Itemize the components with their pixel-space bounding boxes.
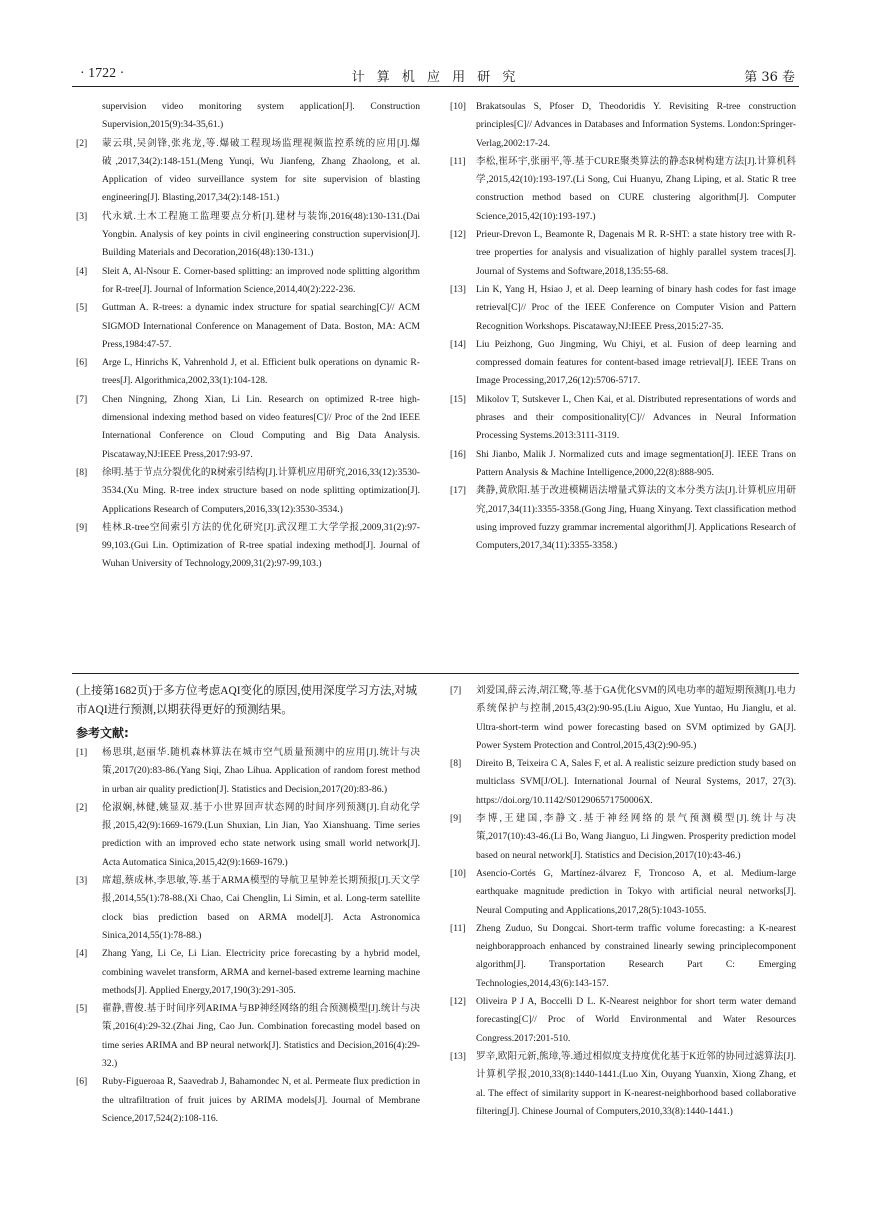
reference-text: 桂林.R-tree空间索引方法的优化研究[J].武汉理工大学学报,2009,31(2):97-99,103.(Gui Lin. Optimization of R-tree spatial indexing method[J]. Journal of Wuhan University of Technology,2009,31(2):97-99,103.) bbox=[102, 521, 420, 570]
reference-number: [4] bbox=[76, 265, 88, 277]
reference-number: [5] bbox=[76, 302, 88, 314]
reference-number: [2] bbox=[76, 801, 88, 813]
reference-entry bbox=[450, 482, 796, 555]
reference-number: [5] bbox=[76, 1003, 88, 1015]
reference-text: Zhang Yang, Li Ce, Li Lian. Electricity price forecasting by a hybrid model, combining wavelet transform, ARMA and kernel-based extreme learning machine methods[J]. Applied Energy,2017,190(3):291-305. bbox=[102, 948, 420, 996]
reference-entry bbox=[76, 208, 420, 263]
reference-number: [14] bbox=[450, 338, 466, 350]
reference-entry bbox=[450, 993, 796, 1048]
volume-label: 第 36 卷 bbox=[744, 70, 795, 85]
reference-number: [9] bbox=[76, 521, 88, 533]
reference-entry bbox=[450, 810, 796, 865]
reference-entry bbox=[76, 799, 420, 872]
reference-entry bbox=[450, 446, 796, 483]
reference-entry bbox=[450, 755, 796, 810]
journal-title: 计 算 机 应 用 研 究 bbox=[351, 70, 520, 85]
reference-number: [11] bbox=[450, 155, 466, 167]
reference-text: 李博,王建国,李静文.基于神经网络的景气预测模型[J].统计与决策,2017(10):43-46.(Li Bo, Wang Jianguo, Li Jingwen. Prosperity prediction model based on neural network[J]. Statistics and Decision,2017(10):43-46.) bbox=[476, 813, 796, 861]
reference-number: [17] bbox=[450, 485, 466, 497]
reference-number: [12] bbox=[450, 996, 466, 1008]
reference-entry bbox=[76, 299, 420, 354]
top-left-references bbox=[76, 98, 420, 574]
reference-number: [6] bbox=[76, 357, 88, 369]
running-header bbox=[72, 64, 799, 87]
reference-text: Chen Ningning, Zhong Xian, Li Lin. Research on optimized R-tree high-dimensional indexing method based on video features[C]// Proc of the 2nd IEEE International Conference on Cloud Computing and Big Data Analysis. Piscataway,NJ:IEEE Press,2017:93-97. bbox=[102, 393, 420, 460]
reference-number: [4] bbox=[76, 948, 88, 960]
reference-text: 罗辛,欧阳元新,熊璋,等.通过相似度支持度优化基于K近邻的协同过滤算法[J].计算机学报,2010,33(8):1440-1441.(Luo Xin, Ouyang Yuanxin, Xiong Zhang, et al. The effect of similarity support in K-nearest-neighborhood based collaborative filtering[J]. Chinese Journal of Computers,2010,33(8):1440-1441.) bbox=[476, 1050, 796, 1117]
bottom-left-references bbox=[76, 744, 420, 1128]
top-right-references bbox=[450, 98, 796, 555]
reference-number: [2] bbox=[76, 137, 88, 149]
reference-entry bbox=[450, 682, 796, 755]
reference-entry bbox=[76, 744, 420, 799]
reference-text: 翟静,曹俊.基于时间序列ARIMA与BP神经网络的组合预测模型[J].统计与决策,2016(4):29-32.(Zhai Jing, Cao Jun. Combination forecasting model based on time series ARIMA and BP neural network[J]. Statistics and Decision,2016(4):29-32.) bbox=[102, 1003, 420, 1070]
reference-text: Direito B, Teixeira C A, Sales F, et al. A realistic seizure prediction study based on multiclass SVM[J/OL]. International Journal of Neural Systems, 2017, 27(3). https://doi.org/10.1142/S012906571750006X. bbox=[476, 758, 796, 806]
reference-text: 刘爱国,薛云涛,胡江鹭,等.基于GA优化SVM的风电功率的超短期预测[J].电力系统保护与控制,2015,43(2):90-95.(Liu Aiguo, Xue Yuntao, Hu Jianglu, et al. Ultra-short-term wind power forecasting based on SVM optimized by GA[J]. Power System Protection and Control,2015,43(2):90-95.) bbox=[476, 685, 796, 751]
reference-entry bbox=[450, 1048, 796, 1121]
reference-entry bbox=[450, 98, 796, 153]
continuation-paragraph: (上接第1682页)于多方位考虑AQI变化的原因,使用深度学习方法,对城市AQI进行预测,以期获得更好的预测结果。 bbox=[76, 685, 418, 716]
reference-text: 龚静,黄欣阳.基于改进模糊语法增量式算法的文本分类方法[J].计算机应用研究,2017,34(11):3355-3358.(Gong Jing, Huang Xinyang. Text classification method using improved fuzzy grammar incremental algorithm[J]. Applications Research of Computers,2017,34(11):3355-3358.) bbox=[476, 485, 796, 552]
reference-text: Brakatsoulas S, Pfoser D, Theodoridis Y. Revisiting R-tree construction principles[C]// Advances in Databases and Information Systems. London:Springer-Verlag,2002:17-24. bbox=[476, 101, 796, 149]
reference-number: [13] bbox=[450, 283, 466, 295]
reference-entry bbox=[450, 391, 796, 446]
reference-number: [10] bbox=[450, 867, 466, 879]
reference-number: [8] bbox=[450, 758, 462, 770]
reference-text: 伦淑娴,林健,姚显双.基于小世界回声状态网的时间序列预测[J].自动化学报,2015,42(9):1669-1679.(Lun Shuxian, Lin Jian, Yao Xianshuang. Time series prediction with an improved echo state network using small world network[J]. Acta Automatica Sinica,2015,42(9):1669-1679.) bbox=[102, 801, 420, 868]
reference-entry bbox=[76, 354, 420, 391]
reference-number: [16] bbox=[450, 448, 466, 460]
reference-entry bbox=[450, 153, 796, 226]
reference-number: [12] bbox=[450, 229, 466, 241]
reference-number: [3] bbox=[76, 875, 88, 887]
bottom-right-references bbox=[450, 682, 796, 1121]
reference-entry bbox=[76, 263, 420, 300]
reference-text: 杨思琪,赵丽华.随机森林算法在城市空气质量预测中的应用[J].统计与决策,2017(20):83-86.(Yang Siqi, Zhao Lihua. Application of random forest method in urban air quality prediction[J]. Statistics and Decision,2017(20):83-86.) bbox=[102, 747, 420, 795]
reference-text: Prieur-Drevon L, Beamonte R, Dagenais M R. R-SHT: a state history tree with R-tree properties for analysis and visualization of highly parallel system traces[J]. Journal of Systems and Software,2018,135:55-68. bbox=[476, 229, 796, 277]
section-divider bbox=[72, 673, 799, 674]
reference-number: [1] bbox=[76, 747, 88, 758]
reference-text: 蒙云琪,吴剑锋,张兆龙,等.爆破工程现场监理视频监控系统的应用[J].爆破,2017,34(2):148-151.(Meng Yunqi, Wu Jianfeng, Zhang Zhaolong, et al. Application of video surveillance system for site supervision of blasting engineering[J]. Blasting,2017,34(2):148-151.) bbox=[102, 137, 420, 204]
reference-entry bbox=[76, 391, 420, 464]
references-heading: 参考文献: bbox=[76, 726, 129, 740]
reference-number: [6] bbox=[76, 1076, 88, 1088]
reference-entry bbox=[76, 98, 420, 135]
reference-text: Liu Peizhong, Guo Jingming, Wu Chiyi, et al. Fusion of deep learning and compressed domain features for content-based image retrieval[J]. IEEE Trans on Image Processing,2017,26(12):5706-5717. bbox=[476, 338, 796, 387]
reference-text: 徐明.基于节点分裂优化的R树索引结构[J].计算机应用研究,2016,33(12):3530-3534.(Xu Ming. R-tree index structure based on node splitting optimization[J]. Applications Research of Computers,2016,33(12):3530-3534.) bbox=[102, 466, 420, 515]
reference-number: [11] bbox=[450, 922, 466, 934]
reference-text: 李松,崔环宇,张丽平,等.基于CURE聚类算法的静态R树构建方法[J].计算机科学,2015,42(10):193-197.(Li Song, Cui Huanyu, Zhang Liping, et al. Static R tree construction method based on CURE clustering algorithm[J]. Computer Science,2015,42(10):193-197.) bbox=[476, 155, 796, 222]
reference-number: [3] bbox=[76, 210, 88, 222]
reference-text: Guttman A. R-trees: a dynamic index structure for spatial searching[C]// ACM SIGMOD International Conference on Management of Data. Boston, MA: ACM Press,1984:47-57. bbox=[102, 302, 420, 350]
reference-entry bbox=[450, 920, 796, 993]
reference-text: 席超,蔡成林,李思敏,等.基于ARMA模型的导航卫星钟差长期预报[J].天文学报,2014,55(1):78-88.(Xi Chao, Cai Chenglin, Li Simin, et al. Long-term satellite clock bias prediction based on ARMA model[J]. Acta Astronomica Sinica,2014,55(1):78-88.) bbox=[102, 875, 420, 941]
reference-number: [15] bbox=[450, 393, 466, 405]
reference-number: [7] bbox=[76, 393, 88, 405]
reference-number: [9] bbox=[450, 813, 462, 825]
bottom-left-column bbox=[76, 682, 420, 1128]
reference-entry bbox=[76, 945, 420, 1000]
reference-number: [10] bbox=[450, 101, 466, 112]
reference-entry bbox=[76, 135, 420, 208]
reference-text: Oliveira P J A, Boccelli D L. K-Nearest neighbor for short term water demand forecasting[C]// Proc of World Environmental and Water Resources Congress.2017:201-510. bbox=[476, 996, 796, 1044]
reference-text: Zheng Zuduo, Su Dongcai. Short-term traffic volume forecasting: a K-nearest neighborapproach enhanced by constrained linearly sewing principlecomponent algorithm[J]. Transportation Research Part C: Emerging Technologies,2014,43(6):143-157. bbox=[476, 922, 796, 989]
reference-text: Lin K, Yang H, Hsiao J, et al. Deep learning of binary hash codes for fast image retrieval[C]// Proc of the IEEE Conference on Computer Vision and Pattern Recognition Workshops. Piscataway,NJ:IEEE Press,2015:27-35. bbox=[476, 283, 796, 332]
reference-entry bbox=[76, 1073, 420, 1128]
reference-entry bbox=[450, 336, 796, 391]
reference-number: [13] bbox=[450, 1050, 466, 1062]
reference-entry bbox=[450, 226, 796, 281]
reference-entry bbox=[76, 872, 420, 945]
reference-text: Arge L, Hinrichs K, Vahrenhold J, et al. Efficient bulk operations on dynamic R-trees[J]. Algorithmica,2002,33(1):104-128. bbox=[102, 357, 420, 387]
reference-entry bbox=[76, 1000, 420, 1073]
reference-text: Asencio-Cortés G, Martínez-álvarez F, Troncoso A, et al. Medium-large earthquake magnitude prediction in Tokyo with artificial neural networks[J]. Neural Computing and Applications,2017,28(5):1043-1055. bbox=[476, 867, 796, 916]
reference-entry bbox=[76, 519, 420, 574]
reference-entry bbox=[450, 865, 796, 920]
reference-entry bbox=[76, 464, 420, 519]
reference-text: 代永斌.土木工程施工监理要点分析[J].建材与装饰,2016(48):130-131.(Dai Yongbin. Analysis of key points in civil engineering construction supervision[J]. Building Materials and Decoration,2016(48):130-131.) bbox=[102, 210, 420, 259]
reference-text: supervision video monitoring system application[J]. Construction Supervision,2015(9):34-35,61.) bbox=[102, 101, 420, 131]
reference-number: [8] bbox=[76, 466, 88, 478]
reference-text: Sleit A, Al-Nsour E. Corner-based splitting: an improved node splitting algorithm for R-tree[J]. Journal of Information Science,2014,40(2):222-236. bbox=[102, 265, 420, 295]
reference-text: Shi Jianbo, Malik J. Normalized cuts and image segmentation[J]. IEEE Trans on Pattern Analysis & Machine Intelligence,2000,22(8):888-905. bbox=[476, 448, 796, 478]
reference-entry bbox=[450, 281, 796, 336]
reference-text: Mikolov T, Sutskever L, Chen Kai, et al. Distributed representations of words and phrases and their compositionality[C]// Advances in Neural Information Processing Systems.2013:3111-3119. bbox=[476, 393, 796, 442]
page-number: · 1722 · bbox=[80, 66, 125, 81]
reference-text: Ruby-Figueroaa R, Saavedrab J, Bahamondec N, et al. Permeate flux prediction in the ultrafiltration of fruit juices by ARIMA models[J]. Journal of Membrane Science,2017,524(2):108-116. bbox=[102, 1076, 420, 1124]
reference-number: [7] bbox=[450, 685, 462, 696]
